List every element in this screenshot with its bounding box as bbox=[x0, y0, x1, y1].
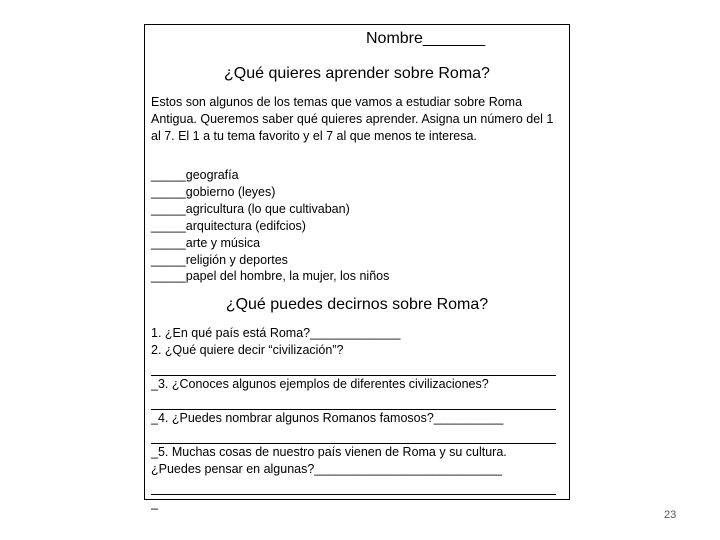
answer-line bbox=[151, 427, 556, 444]
question-3: _3. ¿Conoces algunos ejemplos de diferentes civilizaciones? bbox=[151, 377, 489, 391]
topic-item: _____arte y música bbox=[151, 235, 261, 250]
trailing-blank: _ bbox=[151, 496, 158, 510]
question-1: 1. ¿En qué país está Roma?_____________ bbox=[151, 326, 401, 340]
answer-line bbox=[151, 393, 556, 410]
topics-list bbox=[151, 167, 389, 285]
worksheet-title: ¿Qué quieres aprender sobre Roma? bbox=[224, 65, 490, 82]
question-4: _4. ¿Puedes nombrar algunos Romanos famosos?__________ bbox=[151, 411, 504, 425]
page-number: 23 bbox=[664, 509, 677, 521]
topic-item: _____religión y deportes bbox=[151, 252, 288, 267]
question-5: _5. Muchas cosas de nuestro país vienen de Roma y su cultura. bbox=[151, 445, 507, 459]
questions-block bbox=[151, 325, 561, 512]
topic-item: _____gobierno (leyes) bbox=[151, 184, 276, 199]
topic-item: _____agricultura (lo que cultivaban) bbox=[151, 201, 350, 216]
intro-paragraph: Estos son algunos de los temas que vamos a estudiar sobre Roma Antigua. Queremos saber qué quieres aprender. Asigna un número del 1 al 7. El 1 a tu tema favorito y el 7 al que menos te interesa. bbox=[151, 95, 554, 143]
answer-line bbox=[151, 478, 556, 495]
question-2: 2. ¿Qué quiere decir “civilización”? bbox=[151, 343, 344, 357]
topic-item: _____papel del hombre, la mujer, los niños bbox=[151, 269, 390, 284]
topic-item: _____geografía bbox=[151, 168, 239, 182]
question-5-continued: ¿Puedes pensar en algunas?___________________________ bbox=[151, 462, 503, 476]
name-field-label: Nombre_______ bbox=[366, 30, 486, 47]
worksheet-frame bbox=[144, 24, 570, 510]
answer-line bbox=[151, 359, 556, 376]
section-title: ¿Qué puedes decirnos sobre Roma? bbox=[225, 296, 489, 313]
topic-item: _____arquitectura (edifcios) bbox=[151, 218, 306, 233]
